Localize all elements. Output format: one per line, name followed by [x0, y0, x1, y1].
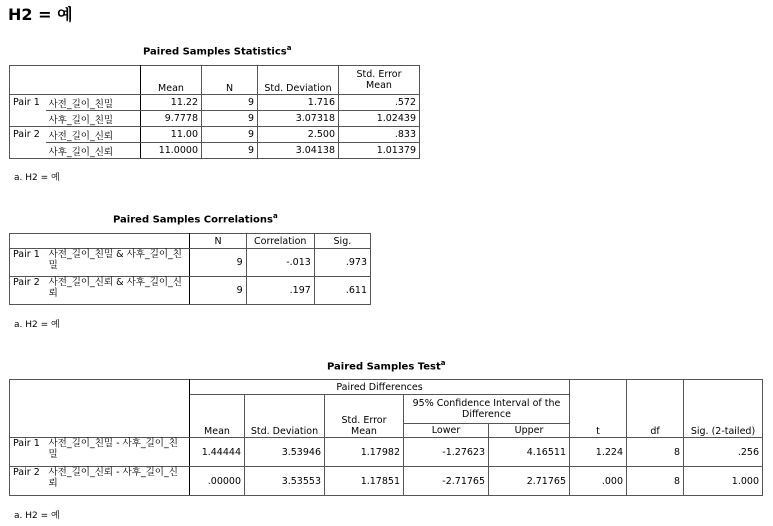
corr-header-correlation: Correlation — [246, 234, 314, 249]
stats-header-n: N — [202, 66, 258, 95]
stats-sd: 3.07318 — [258, 111, 339, 127]
stats-title-sup: a — [286, 44, 292, 52]
paired-samples-correlations-table — [9, 233, 371, 305]
stats-mean: 9.7778 — [141, 111, 202, 127]
table-row — [10, 438, 763, 467]
test-pair-label: Pair 1 — [10, 438, 46, 467]
stats-pair-label — [10, 111, 46, 127]
corr-pair-label: Pair 1 — [10, 249, 46, 277]
corr-sig: .973 — [314, 249, 370, 277]
test-sd: 3.53553 — [245, 467, 325, 496]
test-header-sig: Sig. (2-tailed) — [684, 380, 763, 438]
stats-se: 1.02439 — [339, 111, 420, 127]
table-row — [10, 95, 420, 111]
test-mean: .00000 — [190, 467, 245, 496]
corr-correlation: -.013 — [246, 249, 314, 277]
stats-footnote: a. H2 = 예 — [14, 173, 60, 183]
stats-n: 9 — [202, 127, 258, 143]
test-footnote: a. H2 = 예 — [14, 511, 60, 521]
test-header-row-1 — [10, 380, 763, 395]
test-header-lower: Lower — [404, 424, 489, 438]
test-header-se: Std. Error Mean — [325, 395, 404, 438]
test-header-ci: 95% Confidence Interval of the Difference — [404, 395, 570, 424]
test-se: 1.17982 — [325, 438, 404, 467]
corr-n: 9 — [190, 277, 246, 305]
test-title-text: Paired Samples Test — [327, 361, 441, 373]
stats-mean: 11.0000 — [141, 143, 202, 159]
corr-n: 9 — [190, 249, 246, 277]
stats-sd: 2.500 — [258, 127, 339, 143]
stats-se: .833 — [339, 127, 420, 143]
table-row — [10, 127, 420, 143]
corr-title-text: Paired Samples Correlations — [113, 214, 273, 226]
stats-var: 사전_길이_신뢰 — [46, 127, 141, 143]
stats-sd: 3.04138 — [258, 143, 339, 159]
stats-header-row — [10, 66, 420, 95]
table-row — [10, 277, 371, 305]
table-row — [10, 143, 420, 159]
stats-se: .572 — [339, 95, 420, 111]
stats-n: 9 — [202, 111, 258, 127]
stats-sd: 1.716 — [258, 95, 339, 111]
corr-var: 사전_길이_신뢰 & 사후_길이_신뢰 — [46, 277, 190, 305]
corr-var: 사전_길이_친밀 & 사후_길이_친밀 — [46, 249, 190, 277]
test-var: 사전_길이_친밀 - 사후_길이_친밀 — [46, 438, 190, 467]
page-heading: H2 = 예 — [8, 5, 73, 24]
test-header-df: df — [627, 380, 684, 438]
test-lower: -1.27623 — [404, 438, 489, 467]
stats-pair-label: Pair 1 — [10, 95, 46, 111]
stats-title — [143, 44, 291, 57]
test-header-paired-differences: Paired Differences — [190, 380, 570, 395]
test-t: 1.224 — [570, 438, 627, 467]
corr-header-sig: Sig. — [314, 234, 370, 249]
test-df: 8 — [627, 467, 684, 496]
test-df: 8 — [627, 438, 684, 467]
corr-header-row — [10, 234, 371, 249]
corr-sig: .611 — [314, 277, 370, 305]
stats-header-mean: Mean — [141, 66, 202, 95]
test-sig: 1.000 — [684, 467, 763, 496]
corr-footnote: a. H2 = 예 — [14, 320, 60, 330]
stats-mean: 11.22 — [141, 95, 202, 111]
stats-pair-label: Pair 2 — [10, 127, 46, 143]
test-lower: -2.71765 — [404, 467, 489, 496]
test-header-t: t — [570, 380, 627, 438]
stats-pair-label — [10, 143, 46, 159]
stats-se: 1.01379 — [339, 143, 420, 159]
stats-n: 9 — [202, 95, 258, 111]
paired-samples-test-table — [9, 379, 763, 496]
table-row — [10, 467, 763, 496]
paired-samples-statistics-table — [9, 65, 420, 159]
test-header-blank — [10, 380, 190, 438]
test-mean: 1.44444 — [190, 438, 245, 467]
stats-mean: 11.00 — [141, 127, 202, 143]
stats-var: 사후_길이_신뢰 — [46, 143, 141, 159]
test-sd: 3.53946 — [245, 438, 325, 467]
test-se: 1.17851 — [325, 467, 404, 496]
stats-var: 사전_길이_친밀 — [46, 95, 141, 111]
stats-header-sd: Std. Deviation — [258, 66, 339, 95]
stats-header-se: Std. Error Mean — [339, 66, 420, 95]
test-t: .000 — [570, 467, 627, 496]
stats-title-text: Paired Samples Statistics — [143, 46, 287, 58]
stats-n: 9 — [202, 143, 258, 159]
corr-header-n: N — [190, 234, 246, 249]
test-header-sd: Std. Deviation — [245, 395, 325, 438]
stats-var: 사후_길이_친밀 — [46, 111, 141, 127]
corr-correlation: .197 — [246, 277, 314, 305]
corr-header-blank — [10, 234, 190, 249]
test-upper: 4.16511 — [489, 438, 570, 467]
test-upper: 2.71765 — [489, 467, 570, 496]
table-row — [10, 111, 420, 127]
test-sig: .256 — [684, 438, 763, 467]
corr-title — [113, 212, 278, 225]
stats-header-blank — [10, 66, 141, 95]
test-header-mean: Mean — [190, 395, 245, 438]
test-var: 사전_길이_신뢰 - 사후_길이_신뢰 — [46, 467, 190, 496]
test-title — [327, 359, 446, 372]
test-header-upper: Upper — [489, 424, 570, 438]
test-title-sup: a — [440, 359, 446, 367]
table-row — [10, 249, 371, 277]
corr-title-sup: a — [272, 212, 278, 220]
corr-pair-label: Pair 2 — [10, 277, 46, 305]
test-pair-label: Pair 2 — [10, 467, 46, 496]
